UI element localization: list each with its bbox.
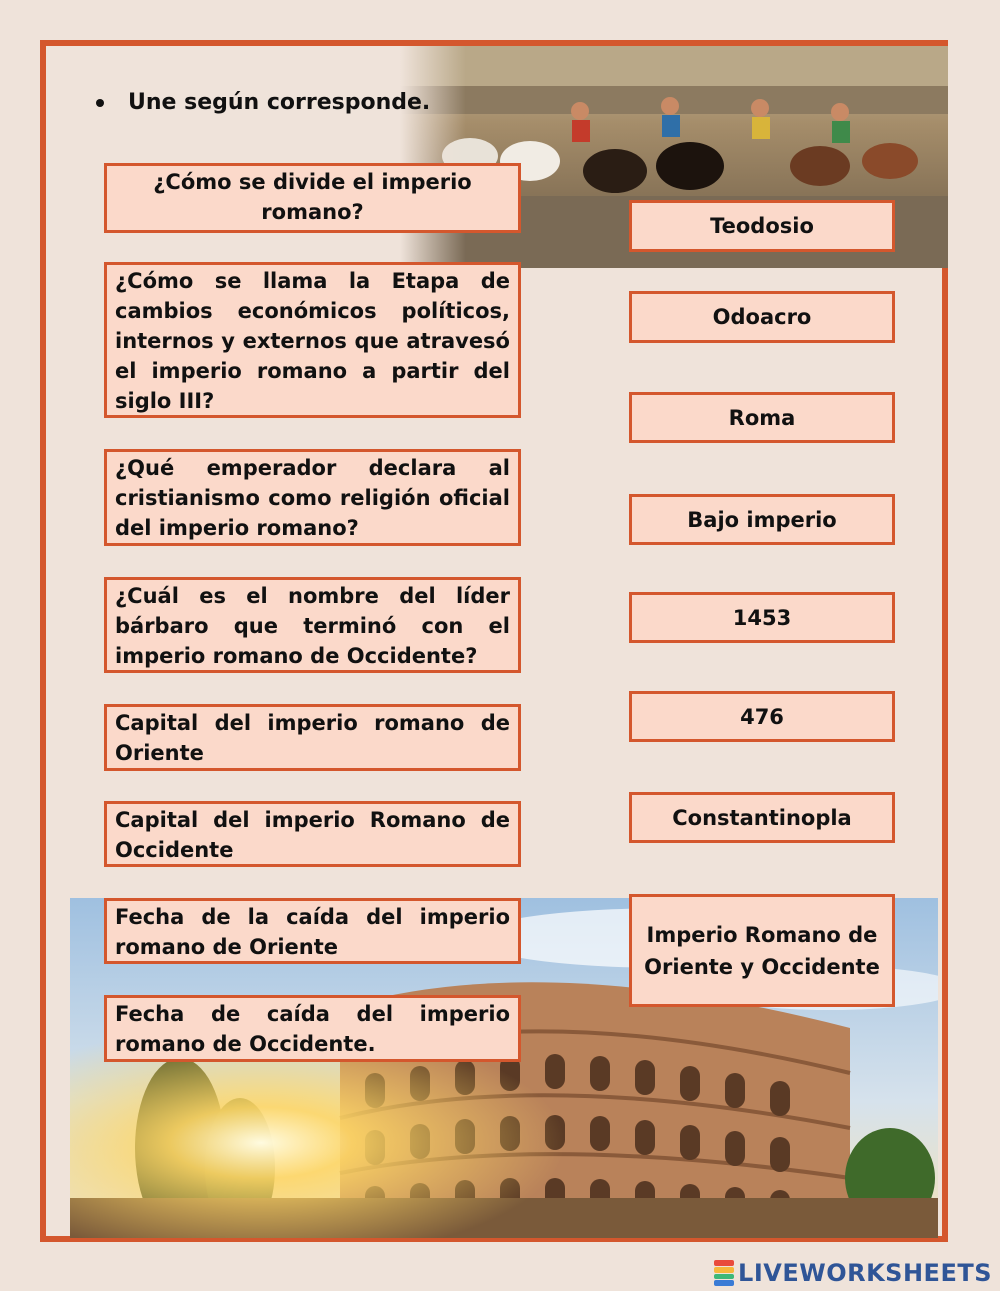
liveworksheets-logo-icon [714, 1260, 734, 1286]
question-box-2[interactable]: ¿Cómo se llama la Etapa de cambios económicos políticos, internos y externos que atravesó el imperio romano a partir del siglo III? [104, 262, 521, 418]
liveworksheets-brand [714, 1259, 992, 1287]
question-box-5[interactable]: Capital del imperio romano de Oriente [104, 704, 521, 771]
answer-box-5[interactable]: 1453 [629, 592, 895, 643]
question-box-7[interactable]: Fecha de la caída del imperio romano de Oriente [104, 898, 521, 964]
answer-box-1[interactable]: Teodosio [629, 200, 895, 252]
question-box-8[interactable]: Fecha de caída del imperio romano de Occidente. [104, 995, 521, 1062]
question-box-4[interactable]: ¿Cuál es el nombre del líder bárbaro que terminó con el imperio romano de Occidente? [104, 577, 521, 673]
answer-box-6[interactable]: 476 [629, 691, 895, 742]
answer-box-3[interactable]: Roma [629, 392, 895, 443]
answer-box-7[interactable]: Constantinopla [629, 792, 895, 843]
answer-box-8[interactable]: Imperio Romano de Oriente y Occidente [629, 894, 895, 1007]
bullet-icon [96, 99, 104, 107]
question-box-3[interactable]: ¿Qué emperador declara al cristianismo como religión oficial del imperio romano? [104, 449, 521, 546]
question-box-1[interactable]: ¿Cómo se divide el imperio romano? [104, 163, 521, 233]
answer-box-4[interactable]: Bajo imperio [629, 494, 895, 545]
brand-text: LIVEWORKSHEETS [738, 1259, 992, 1287]
instruction [96, 90, 430, 115]
instruction-text: Une según corresponde. [128, 90, 431, 115]
answer-box-2[interactable]: Odoacro [629, 291, 895, 343]
question-box-6[interactable]: Capital del imperio Romano de Occidente [104, 801, 521, 867]
